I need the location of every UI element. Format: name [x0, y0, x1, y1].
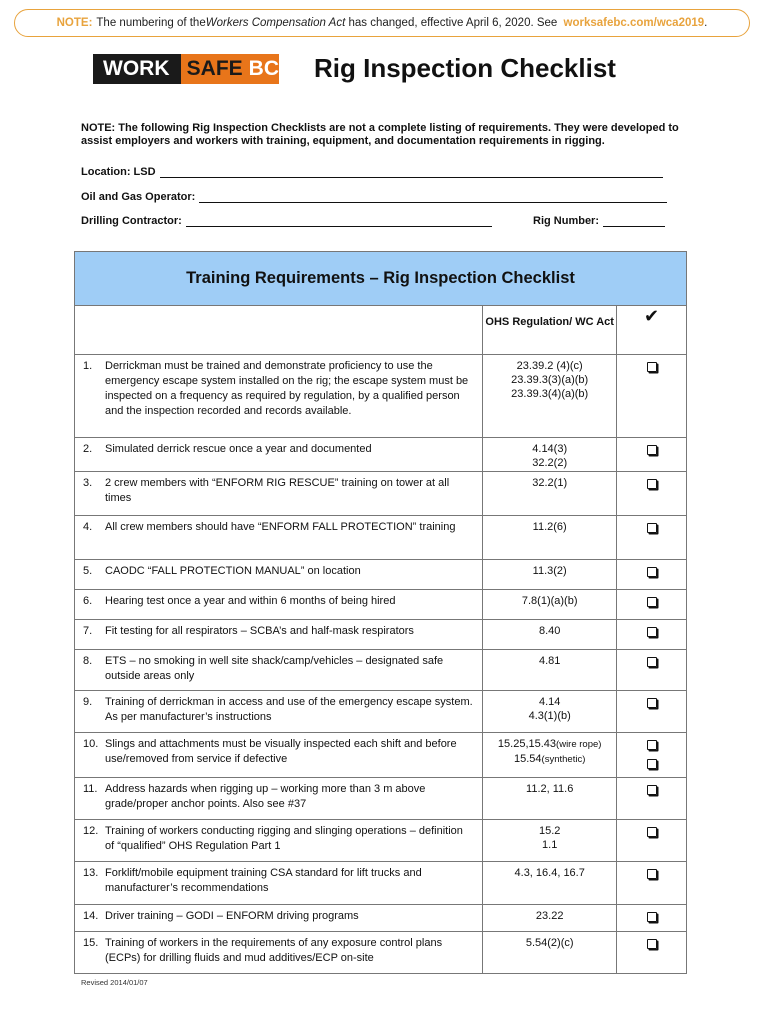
- regulation-cell: [483, 820, 617, 862]
- regulation-cell: [483, 516, 617, 560]
- regulation-number: 11.2, 11.6: [526, 783, 574, 795]
- regulation-ref: [484, 782, 615, 796]
- requirement-text: Driver training – GODI – ENFORM driving programs: [105, 910, 359, 922]
- regulation-ref: [484, 709, 615, 723]
- regulation-ref: [484, 737, 615, 752]
- checklist-row: [75, 472, 687, 516]
- location-label: Location: LSD: [81, 166, 156, 178]
- location-line[interactable]: [160, 166, 663, 178]
- regulation-ref: [484, 866, 615, 880]
- item-number: 3.: [83, 477, 93, 489]
- notice-label: NOTE:: [56, 17, 93, 29]
- regulation-ref: [484, 624, 615, 638]
- requirement-column-header: [75, 306, 483, 355]
- regulation-ref: [484, 695, 615, 709]
- checklist-row: [75, 733, 687, 778]
- checklist-row: [75, 820, 687, 862]
- checklist-row: [75, 590, 687, 620]
- notice-end: .: [704, 17, 708, 29]
- check-cell: [617, 438, 687, 472]
- notice-act-name: Workers Compensation Act: [205, 17, 346, 29]
- requirement-cell: [75, 472, 483, 516]
- checklist-row: [75, 438, 687, 472]
- regulation-number: 15.54: [514, 753, 542, 765]
- regulation-cell: [483, 590, 617, 620]
- table-title: Training Requirements – Rig Inspection Checklist: [75, 252, 687, 306]
- regulation-ref: [484, 387, 615, 401]
- item-number: 2.: [83, 443, 93, 455]
- checkbox[interactable]: [647, 698, 657, 708]
- regulation-ref: [484, 909, 615, 923]
- regulation-number: 1.1: [542, 839, 558, 851]
- requirement-cell: [75, 820, 483, 862]
- regulation-number: 15.2: [538, 825, 561, 837]
- item-number: 6.: [83, 595, 93, 607]
- item-number: 14.: [83, 910, 99, 922]
- requirement-cell: [75, 778, 483, 820]
- regulation-number: 32.2(1): [532, 477, 568, 489]
- check-cell: [617, 590, 687, 620]
- regulation-ref: [484, 654, 615, 668]
- notice-text-before: The numbering of the: [96, 17, 206, 29]
- requirement-text: Forklift/mobile equipment training CSA standard for lift trucks and manufacturer’s recommendations: [105, 867, 422, 894]
- regulation-cell: [483, 733, 617, 778]
- checkbox[interactable]: [647, 627, 657, 637]
- checkbox[interactable]: [647, 827, 657, 837]
- requirement-text: Fit testing for all respirators – SCBA’s and half-mask respirators: [105, 625, 414, 637]
- logo-bc: BC: [248, 57, 279, 80]
- requirement-text: Derrickman must be trained and demonstrate proficiency to use the emergency escape system installed on the rig; the escape system must be inspected on a frequency as required by regulation, by a qualified person and the inspection recorded and records available.: [105, 360, 469, 417]
- operator-line[interactable]: [199, 191, 667, 203]
- rig-number-line[interactable]: [603, 215, 665, 227]
- requirement-cell: [75, 620, 483, 650]
- operator-label: Oil and Gas Operator:: [81, 191, 196, 203]
- item-number: 9.: [83, 696, 93, 708]
- checkbox[interactable]: [647, 445, 657, 455]
- check-cell: [617, 355, 687, 438]
- page-title: Rig Inspection Checklist: [314, 53, 616, 83]
- item-number: 10.: [83, 738, 99, 750]
- check-cell: [617, 472, 687, 516]
- check-cell: [617, 620, 687, 650]
- regulation-ref: [484, 838, 615, 852]
- requirement-cell: [75, 650, 483, 691]
- requirement-text: CAODC “FALL PROTECTION MANUAL” on location: [105, 565, 361, 577]
- requirement-text: Training of workers in the requirements of any exposure control plans (ECPs) for drilling fluids and mud additives/ECP on-site: [105, 937, 443, 964]
- regulation-ref: [484, 373, 615, 387]
- regulation-ref: [484, 520, 615, 534]
- requirement-text: Training of workers conducting rigging and slinging operations – definition of “qualified” OHS Regulation Part 1: [105, 825, 463, 852]
- regulation-number: 23.22: [535, 910, 564, 922]
- regulation-number: 8.40: [538, 625, 561, 637]
- regulation-ref: [484, 442, 615, 456]
- item-number: 1.: [83, 360, 93, 372]
- checkbox[interactable]: [647, 740, 657, 750]
- requirement-cell: [75, 691, 483, 733]
- logo-safe: SAFE: [186, 57, 243, 80]
- regulation-cell: [483, 905, 617, 932]
- item-number: 8.: [83, 655, 93, 667]
- rig-number-label: Rig Number:: [533, 215, 599, 227]
- check-cell: [617, 905, 687, 932]
- checkbox[interactable]: [647, 869, 657, 879]
- regulation-number: 11.3(2): [532, 565, 567, 577]
- regulation-ref: [484, 456, 615, 470]
- check-cell: [617, 778, 687, 820]
- checklist-row: [75, 778, 687, 820]
- regulation-ref: [484, 594, 615, 608]
- regulation-number: 7.8(1)(a)(b): [521, 595, 578, 607]
- requirement-cell: [75, 438, 483, 472]
- rig-number-field[interactable]: [533, 215, 665, 227]
- regulation-number: 15.25,15.43: [497, 738, 557, 750]
- logo-work: WORK: [93, 54, 181, 84]
- requirement-cell: [75, 516, 483, 560]
- checkbox[interactable]: [647, 657, 657, 667]
- regulation-number: 23.39.3(3)(a)(b): [511, 374, 589, 386]
- requirement-cell: [75, 905, 483, 932]
- regulation-number: 23.39.3(4)(a)(b): [511, 388, 589, 400]
- column-header-row: [75, 306, 687, 355]
- checklist-row: [75, 691, 687, 733]
- revision-date: Revised 2014/01/07: [81, 978, 148, 987]
- check-cell: [617, 516, 687, 560]
- check-cell: [617, 560, 687, 590]
- regulation-ref: [484, 824, 615, 838]
- intro-note: NOTE: The following Rig Inspection Checklists are not a complete listing of requirements. They were developed to assist employers and workers with training, equipment, and documentation requirements in rigging.: [81, 122, 679, 147]
- checklist-row: [75, 355, 687, 438]
- check-cell: [617, 733, 687, 778]
- checkmark-icon: ✔: [617, 306, 687, 355]
- regulation-ref: [484, 752, 615, 767]
- requirement-text: Slings and attachments must be visually inspected each shift and before use/removed from service if defective: [105, 738, 457, 765]
- regulation-cell: [483, 560, 617, 590]
- checklist-row: [75, 862, 687, 905]
- requirement-text: Hearing test once a year and within 6 months of being hired: [105, 595, 396, 607]
- checkbox[interactable]: [647, 479, 657, 489]
- check-cell: [617, 932, 687, 974]
- checklist-row: [75, 932, 687, 974]
- checklist-row: [75, 560, 687, 590]
- regulation-number: 5.54(2)(c): [525, 937, 574, 949]
- item-number: 13.: [83, 867, 99, 879]
- requirement-text: All crew members should have “ENFORM FALL PROTECTION” training: [105, 521, 456, 533]
- regulation-number: 4.81: [538, 655, 561, 667]
- checkbox[interactable]: [647, 785, 657, 795]
- checkbox[interactable]: [647, 759, 657, 769]
- item-number: 11.: [83, 783, 98, 795]
- wca-notice-banner: [14, 9, 750, 37]
- requirement-cell: [75, 862, 483, 905]
- regulation-note: (synthetic): [541, 754, 586, 765]
- item-number: 15.: [83, 937, 99, 949]
- requirement-text: Simulated derrick rescue once a year and documented: [105, 443, 372, 455]
- regulation-number: 11.2(6): [532, 521, 567, 533]
- regulation-number: 23.39.2 (4)(c): [516, 360, 583, 372]
- checkbox[interactable]: [647, 597, 657, 607]
- checkbox[interactable]: [647, 912, 657, 922]
- notice-link[interactable]: worksafebc.com/wca2019: [563, 17, 705, 29]
- check-cell: [617, 650, 687, 691]
- requirement-cell: [75, 733, 483, 778]
- requirement-text: Address hazards when rigging up – working more than 3 m above grade/proper anchor points. Also see #37: [105, 783, 426, 810]
- requirement-text: 2 crew members with “ENFORM RIG RESCUE” training on tower at all times: [105, 477, 450, 504]
- check-cell: [617, 862, 687, 905]
- regulation-number: 4.14(3): [532, 443, 568, 455]
- checklist-row: [75, 650, 687, 691]
- regulation-column-header: OHS Regulation/ WC Act: [483, 306, 617, 355]
- checklist-row: [75, 905, 687, 932]
- checklist-row: [75, 516, 687, 560]
- regulation-number: 32.2(2): [532, 457, 568, 469]
- check-cell: [617, 691, 687, 733]
- item-number: 12.: [83, 825, 99, 837]
- check-cell: [617, 820, 687, 862]
- contractor-label: Drilling Contractor:: [81, 215, 182, 227]
- regulation-cell: [483, 932, 617, 974]
- regulation-ref: [484, 359, 615, 373]
- regulation-cell: [483, 472, 617, 516]
- regulation-ref: [484, 564, 615, 578]
- requirement-cell: [75, 590, 483, 620]
- checkbox[interactable]: [647, 939, 657, 949]
- checkbox[interactable]: [647, 567, 657, 577]
- contractor-field[interactable]: [81, 215, 492, 227]
- requirement-cell: [75, 560, 483, 590]
- regulation-cell: [483, 620, 617, 650]
- regulation-number: 4.3(1)(b): [528, 710, 571, 722]
- regulation-cell: [483, 355, 617, 438]
- regulation-cell: [483, 778, 617, 820]
- checkbox[interactable]: [647, 362, 657, 372]
- operator-field[interactable]: [81, 191, 667, 203]
- regulation-number: 4.3, 16.4, 16.7: [514, 867, 585, 879]
- regulation-ref: [484, 936, 615, 950]
- requirement-cell: [75, 932, 483, 974]
- regulation-cell: [483, 650, 617, 691]
- contractor-line[interactable]: [186, 215, 492, 227]
- regulation-ref: [484, 476, 615, 490]
- regulation-note: (wire rope): [556, 739, 602, 750]
- training-checklist-table: [74, 251, 687, 974]
- regulation-cell: [483, 438, 617, 472]
- item-number: 4.: [83, 521, 93, 533]
- location-field[interactable]: [81, 166, 663, 178]
- item-number: 7.: [83, 625, 93, 637]
- checklist-row: [75, 620, 687, 650]
- checkbox[interactable]: [647, 523, 657, 533]
- regulation-number: 4.14: [538, 696, 561, 708]
- requirement-cell: [75, 355, 483, 438]
- notice-text-after: has changed, effective April 6, 2020. See: [345, 17, 561, 29]
- checklist-rows: [75, 355, 687, 974]
- requirement-text: Training of derrickman in access and use of the emergency escape system. As per manufacturer’s instructions: [105, 696, 473, 723]
- worksafebc-logo: [93, 54, 279, 84]
- regulation-cell: [483, 691, 617, 733]
- item-number: 5.: [83, 565, 93, 577]
- regulation-cell: [483, 862, 617, 905]
- requirement-text: ETS – no smoking in well site shack/camp/vehicles – designated safe outside areas only: [105, 655, 444, 682]
